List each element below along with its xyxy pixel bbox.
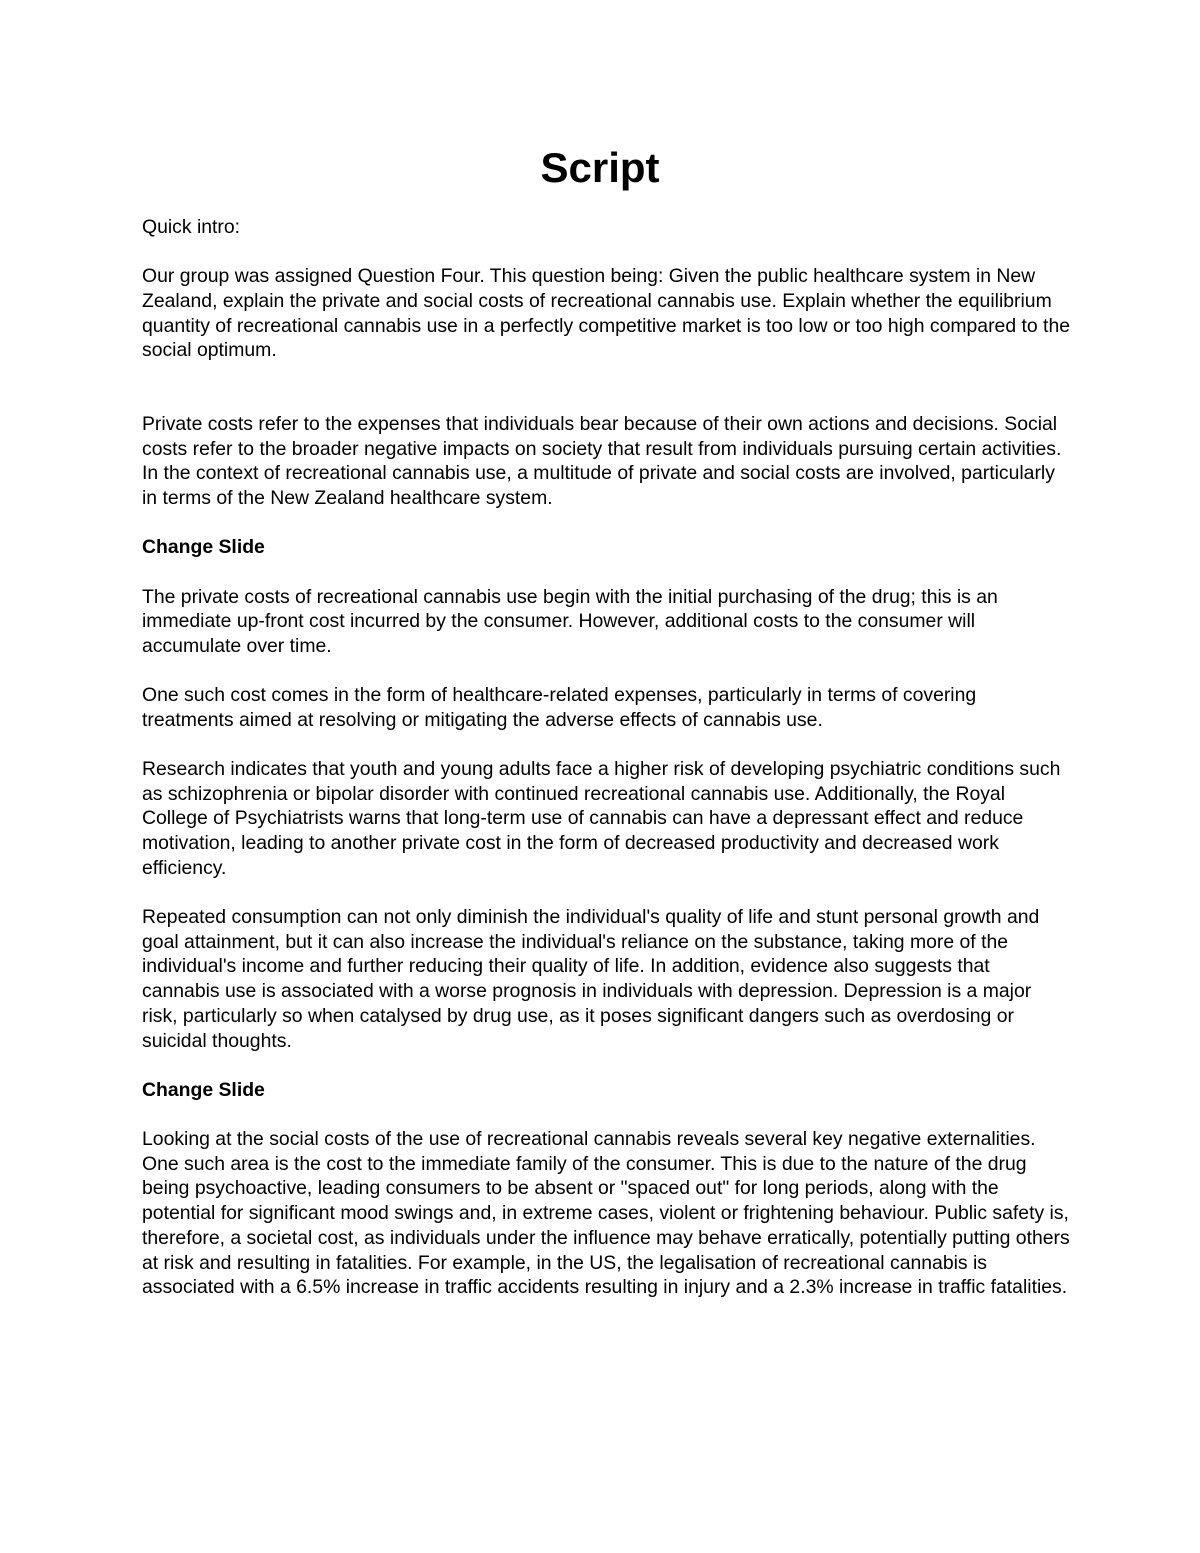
document-body — [142, 215, 1072, 1324]
definitions-paragraph: Private costs refer to the expenses that individuals bear because of their own actions and decisions. Social costs refer to the broader negative impacts on society that result from individuals pursuing certain activities. In the context of recreational cannabis use, a multitude of private and social costs are involved, particularly in terms of the New Zealand healthcare system. — [142, 413, 1062, 510]
research-paragraph: Research indicates that youth and young adults face a higher risk of developing psychiatric conditions such as schizophrenia or bipolar disorder with continued recreational cannabis use. Additionally, the Royal College of Psychiatrists warns that long-term use of cannabis can have a depressant effect and reduce motivation, leading to another private cost in the form of decreased productivity and decreased work efficiency. — [142, 758, 1061, 879]
social-costs-paragraph: Looking at the social costs of the use of recreational cannabis reveals several key negative externalities. One such area is the cost to the immediate family of the consumer. This is due to the nature of the drug being psychoactive, leading consumers to be absent or "spaced out" for long periods, along with the potential for significant mood swings and, in extreme cases, violent or frightening behaviour. Public safety is, therefore, a societal cost, as individuals under the influence may behave erratically, potentially putting others at risk and resulting in fatalities. For example, in the US, the legalisation of recreational cannabis is associated with a 6.5% increase in traffic accidents resulting in injury and a 2.3% increase in traffic fatalities. — [142, 1127, 1070, 1299]
question-paragraph: Our group was assigned Question Four. This question being: Given the public healthcare system in New Zealand, explain the private and social costs of recreational cannabis use. Explain whether the equilibrium quantity of recreational cannabis use in a perfectly competitive market is too low or too high compared to the social optimum. — [142, 265, 1071, 362]
healthcare-costs-paragraph: One such cost comes in the form of healthcare-related expenses, particularly in terms of covering treatments aimed at resolving or mitigating the adverse effects of cannabis use. — [142, 684, 977, 731]
change-slide-heading: Change Slide — [142, 1078, 265, 1101]
change-slide-heading: Change Slide — [142, 536, 265, 559]
repeated-consumption-paragraph: Repeated consumption can not only diminish the individual's quality of life and stunt personal growth and goal attainment, but it can also increase the individual's reliance on the substance, taking more of the individual's income and further reducing their quality of life. In addition, evidence also suggests that cannabis use is associated with a worse prognosis in individuals with depression. Depression is a major risk, particularly so when catalysed by drug use, as it poses significant dangers such as overdosing or suicidal thoughts. — [142, 906, 1040, 1052]
document-title: Script — [540, 144, 660, 191]
intro-label: Quick intro: — [142, 216, 241, 238]
private-costs-paragraph: The private costs of recreational cannabis use begin with the initial purchasing of the drug; this is an immediate up-front cost incurred by the consumer. However, additional costs to the consumer will accumulate over time. — [142, 585, 998, 657]
